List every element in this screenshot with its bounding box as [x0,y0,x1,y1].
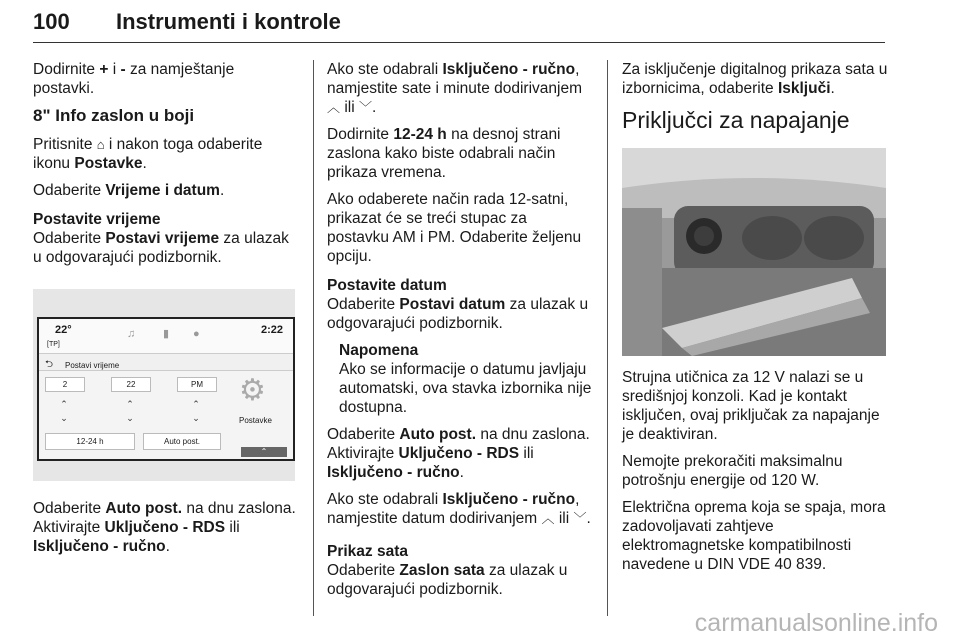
paragraph: Ako odaberete način rada 12-satni, prikazat će se treći stupac za postavku AM i PM. Odaberite željenu opciju. [327,191,582,265]
info-icon[interactable]: ● [193,328,200,340]
paragraph: Ako ste odabrali Isključeno - ručno, namjestite datum dodirivanjem ︿ ili ﹀. [327,491,591,527]
ampm-down-icon[interactable]: ⌄ [192,413,200,423]
chapter-title: Instrumenti i kontrole [116,9,341,34]
screen-title-bar [39,353,293,371]
screen-title: Postavi vrijeme [65,361,120,370]
center-console-photo [622,148,886,356]
paragraph: Pritisnite ⌂ i nakon toga odaberite ikonu Postavke. [33,136,263,172]
section-heading: Priključci za napajanje [622,107,850,133]
paragraph: Dodirnite 12-24 h na desnoj strani zaslona kako biste odabrali način prikaza vremena. [327,126,561,181]
infotainment-screen [37,317,295,461]
paragraph: Odaberite Auto post. na dnu zaslona. Aktivirajte Uključeno - RDS ili Isključeno - ručno. [33,500,296,555]
column-1 [33,60,299,564]
paragraph: Odaberite Zaslon sata za ulazak u odgovarajući podizbornik. [327,562,568,598]
note-title: Napomena [339,342,419,359]
paragraph: Za isključenje digitalnog prikaza sata u izbornicima, odaberite Isključi. [622,61,888,97]
btn-auto-set[interactable]: Auto post. [143,433,221,450]
subsection-heading: Postavite datum [327,277,447,294]
column-3 [622,60,888,582]
paragraph: Električna oprema koja se spaja, mora zadovoljavati zahtjeve elektromagnetske kompatibilnosti navedene u DIN VDE 40 839. [622,499,886,573]
infotainment-screen-figure [33,289,295,481]
paragraph: Nemojte prekoračiti maksimalnu potrošnju energije od 120 W. [622,453,843,489]
btn-12-24h[interactable]: 12-24 h [45,433,135,450]
hour-up-icon[interactable]: ⌃ [60,399,68,409]
paragraph: Ako ste odabrali Isključeno - ručno, namjestite sate i minute dodirivanjem ︿ ili ﹀. [327,61,583,116]
tp-indicator: [TP] [47,341,60,348]
paragraph: Odaberite Postavi datum za ulazak u odgovarajući podizbornik. [327,296,589,332]
subsection-heading: Postavite vrijeme [33,211,161,228]
ampm-value: PM [177,377,217,392]
expand-tab-icon[interactable]: ⌃ [241,447,287,457]
chevron-down-icon: ﹀ [573,511,587,526]
paragraph: Odaberite Auto post. na dnu zaslona. Aktivirajte Uključeno - RDS ili Isključeno - ručno. [327,426,590,481]
minute-up-icon[interactable]: ⌃ [126,399,134,409]
hour-down-icon[interactable]: ⌄ [60,413,68,423]
paragraph: Dodirnite + i - za namještanje postavki. [33,61,235,97]
home-icon: ⌂ [96,137,105,152]
status-bar [39,319,293,353]
page-header [33,6,885,43]
paragraph: Strujna utičnica za 12 V nalazi se u središnjoj konzoli. Kad je kontakt isključen, ovaj priključak za napajanje je deaktiviran. [622,369,880,443]
temperature: 22° [55,324,72,336]
phone-icon[interactable]: ▮ [163,328,170,340]
column-2 [327,60,593,607]
chevron-up-icon: ︿ [541,511,555,526]
gear-icon[interactable]: ⚙ [239,374,266,407]
settings-label: Postavke [239,416,272,425]
page-number: 100 [33,9,70,34]
note-box [327,341,593,417]
paragraph: Odaberite Vrijeme i datum. [33,182,225,199]
section-heading: 8" Info zaslon u boji [33,106,195,125]
back-icon[interactable]: ⮌ [45,359,54,370]
note-text: Ako se informacije o datumu javljaju automatski, ova stavka izbornika nije dostupna. [339,361,592,416]
column-divider [607,60,608,616]
clock: 2:22 [260,324,283,336]
minute-down-icon[interactable]: ⌄ [126,413,134,423]
paragraph: Odaberite Postavi vrijeme za ulazak u odgovarajući podizbornik. [33,230,289,266]
chevron-up-icon: ︿ [327,100,341,115]
hour-value: 2 [45,377,85,392]
minute-value: 22 [111,377,151,392]
chevron-down-icon: ﹀ [358,100,372,115]
watermark: carmanualsonline.info [694,609,938,637]
ampm-up-icon[interactable]: ⌃ [192,399,200,409]
column-divider [313,60,314,616]
music-icon[interactable]: ♫ [127,328,136,340]
subsection-heading: Prikaz sata [327,543,408,560]
